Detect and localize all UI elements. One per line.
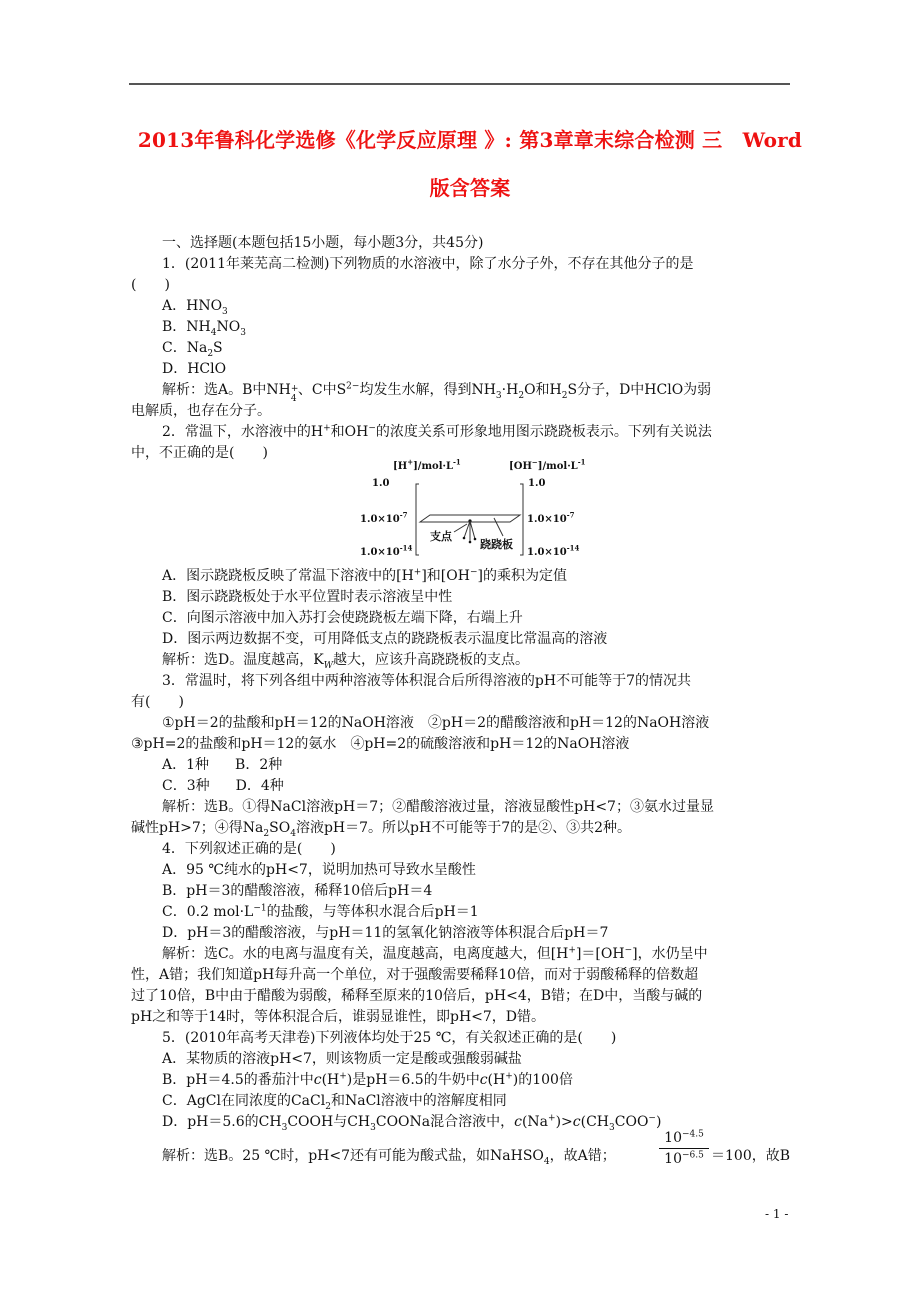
- pivot-foot-3: [474, 538, 477, 541]
- q2-a-2: ]和[OH: [421, 568, 470, 584]
- q1-c-text2: S: [213, 340, 223, 356]
- section-heading: 一、选择题(本题包括15小题，每小题3分，共45分): [162, 235, 484, 251]
- fraction-denominator: [659, 1149, 709, 1167]
- q3-option-d: D．4种: [235, 778, 284, 794]
- q2-option-c: C．向图示溶液中加入苏打会使跷跷板左端下降，右端上升: [162, 610, 523, 626]
- q5-d-1: D．pH＝5.6的CH: [162, 1114, 282, 1130]
- q4-option-d: D．pH＝3的醋酸溶液，与pH＝11的氢氧化钠溶液等体积混合后pH＝7: [162, 925, 609, 941]
- board-pointer: [494, 518, 503, 536]
- right-bottom-sup: -14: [566, 543, 580, 553]
- q5-d-sub1: 3: [281, 1122, 288, 1133]
- q5-option-c: [162, 1091, 822, 1111]
- left-tick-top: 1.0: [372, 478, 390, 489]
- q2-option-b: B．图示跷跷板处于水平位置时表示溶液呈中性: [162, 589, 453, 605]
- q4-ans-sup2: −: [624, 945, 633, 956]
- left-bracket: [416, 484, 419, 555]
- q1-c-text1: C．Na: [162, 340, 208, 356]
- nh4-charge: [290, 383, 299, 404]
- q5-b-3: )是pH＝6.5的牛奶中: [346, 1072, 480, 1088]
- q1-option-b: [162, 317, 822, 337]
- q2-ans-1: 解析：选D。温度越高，K: [162, 652, 324, 668]
- q5-c-2: 和NaCl溶液中的溶解度相同: [330, 1093, 507, 1109]
- q1-b-text1: B．NH: [162, 319, 211, 335]
- q5-d-c2: c: [572, 1114, 581, 1130]
- pivot-leg-3: [470, 521, 475, 539]
- q5-d-c1: c: [514, 1114, 522, 1130]
- nh4-sup: +: [290, 384, 299, 394]
- left-axis-unit: ]/mol·L: [413, 461, 454, 472]
- q2-a-sup2: −: [469, 567, 478, 578]
- nh3-sub: 3: [495, 390, 502, 401]
- q2-stem: [162, 422, 822, 442]
- den-base: 10: [664, 1151, 682, 1167]
- fraction: [659, 1130, 709, 1167]
- q2-ans-2: 越大，应该升高跷跷板的支点。: [332, 652, 529, 668]
- q2-a-3: ]的乘积为定值: [477, 568, 567, 584]
- document-title-line-1: 2013年鲁科化学选修《化学反应原理 》: 第3章章末综合检测 三 Word: [137, 128, 803, 152]
- pivot-foot-2: [469, 541, 472, 544]
- q5-d-6: (CH: [580, 1114, 610, 1130]
- q5-d-3: COONa混合溶液中，: [375, 1114, 515, 1130]
- right-mid-text: 1.0×10: [527, 514, 567, 525]
- q2-stem-2: 和OH: [330, 424, 369, 440]
- q5-b-4: (H: [487, 1072, 506, 1088]
- q4-ans-3: ]，水仍呈中: [632, 946, 708, 962]
- q5-d-sub3: 3: [609, 1122, 615, 1133]
- right-axis-text: [OH: [509, 461, 532, 472]
- q1-b-sub2: 3: [240, 327, 246, 338]
- q3-option-c: C．3种: [162, 778, 210, 794]
- q3-stem: 3．常温时，将下列各组中两种溶液等体积混合后所得溶液的pH不可能等于7的情况共: [162, 673, 691, 689]
- left-axis-text: [H: [393, 461, 408, 472]
- q5-d-sup2: −: [648, 1113, 656, 1124]
- q5-b-c1: c: [313, 1072, 322, 1088]
- q4-ans-2: ]＝[OH: [575, 946, 625, 962]
- q1-ans-5: O和H: [524, 382, 562, 398]
- q4-c-2: 的盐酸，与等体积水混合后pH＝1: [266, 904, 479, 920]
- q5-d-4: (Na: [521, 1114, 549, 1130]
- q3-ans2-3: 溶液pH＝7。所以pH不可能等于7的是②、③共2种。: [295, 820, 632, 836]
- q1-b-text2: NO: [216, 319, 241, 335]
- q5-b-1: B．pH＝4.5的番茄汁中: [162, 1072, 314, 1088]
- q5-b-5: )的100倍: [512, 1072, 573, 1088]
- num-exp: −4.5: [681, 1129, 704, 1140]
- q4-option-b: B．pH＝3的醋酸溶液，稀释10倍后pH＝4: [162, 883, 433, 899]
- q5-answer-tail: ＝100，故B: [711, 1148, 791, 1164]
- q5-c-sub: 2: [325, 1101, 331, 1112]
- q4-answer-line3: 过了10倍，B中由于醋酸为弱酸，稀释至原来的10倍后，pH<4，B错；在D中，当酸与碱的: [131, 988, 703, 1004]
- nh4-sub: 4: [290, 394, 297, 404]
- q1-ans-2: 、C中S: [297, 382, 347, 398]
- q2-oh-sup: −: [368, 423, 376, 434]
- h2o-sub: 2: [518, 390, 525, 401]
- q1-ans-1: 解析：选A。B中NH: [162, 382, 291, 398]
- q5-stem: 5．(2010年高考天津卷)下列液体均处于25 ℃，有关叙述正确的是( ): [162, 1030, 617, 1046]
- right-bottom-text: 1.0×10: [527, 547, 567, 558]
- right-bracket: [520, 484, 523, 555]
- num-base: 10: [664, 1130, 682, 1146]
- q4-stem: 4．下列叙述正确的是( ): [162, 841, 336, 857]
- right-mid-sup: -7: [566, 510, 575, 520]
- q3-option-b: B．2种: [235, 757, 283, 773]
- q1-ans-4: ·H: [501, 382, 519, 398]
- q2-h-sup: +: [323, 423, 331, 434]
- header-rule: [129, 83, 790, 85]
- s-charge: 2−: [346, 381, 360, 392]
- q5-option-a: A．某物质的溶液pH<7，则该物质一定是酸或强酸弱碱盐: [162, 1051, 522, 1067]
- q1-stem: 1．(2011年莱芜高二检测)下列物质的水溶液中，除了水分子外，不存在其他分子的是: [162, 256, 694, 272]
- pivot-foot-1: [463, 537, 466, 540]
- seesaw-diagram: [360, 458, 600, 563]
- q3-answer: 解析：选B。①得NaCl溶液pH＝7；②醋酸溶液过量，溶液显酸性pH<7；③氨水过量显: [162, 799, 714, 815]
- na2so4-sub2: 4: [290, 828, 296, 839]
- na2so4-sub1: 2: [263, 828, 270, 839]
- q4-c-sup: −1: [253, 903, 267, 914]
- q5-b-2: (H: [321, 1072, 340, 1088]
- q3-option-a: A．1种: [162, 757, 210, 773]
- q1-option-c: [162, 338, 822, 358]
- q1-c-sub: 2: [207, 348, 214, 359]
- q1-stem-paren: ( ): [131, 277, 170, 293]
- q2-option-a: [162, 566, 822, 586]
- q4-c-1: C．0.2 mol·L: [162, 904, 254, 920]
- q5-d-8: ): [655, 1114, 662, 1130]
- q1-ans-3: 均发生水解，得到NH: [359, 382, 496, 398]
- q5-d-sub2: 3: [370, 1122, 376, 1133]
- q4-answer-line4: pH之和等于14时，等体积混合后，谁弱显谁性，即pH<7，D错。: [131, 1009, 546, 1025]
- q5-ans-2: ，故A错；: [549, 1148, 616, 1164]
- q4-answer: [162, 944, 822, 964]
- q2-stem-3: 的浓度关系可形象地用图示跷跷板表示。下列有关说法: [375, 424, 712, 440]
- left-bottom-sup: -14: [399, 543, 413, 553]
- nahso4-sub: 4: [543, 1156, 550, 1167]
- q2-a-1: A．图示跷跷板反映了常温下溶液中的[H: [162, 568, 414, 584]
- board-label: 跷跷板: [480, 538, 513, 551]
- fraction-numerator: [659, 1130, 709, 1149]
- q4-ans-sup1: +: [568, 945, 576, 956]
- q5-option-b: [162, 1070, 822, 1090]
- left-mid-text: 1.0×10: [360, 514, 400, 525]
- q1-option-d: D．HClO: [162, 361, 227, 377]
- document-title-line-2: 版含答案: [429, 176, 511, 200]
- pivot-leg-1: [464, 521, 470, 538]
- q5-b-c2: c: [479, 1072, 488, 1088]
- q1-answer-line2: 电解质，也存在分子。: [131, 403, 271, 419]
- q1-answer: [162, 380, 822, 404]
- left-mid-sup: -7: [399, 510, 408, 520]
- right-axis-unit-sup: -1: [577, 457, 586, 467]
- left-axis-sup: +: [407, 457, 414, 467]
- q2-a-sup1: +: [413, 567, 422, 578]
- q1-option-a: [162, 296, 822, 316]
- q5-c-1: C．AgCl在同浓度的CaCl: [162, 1093, 326, 1109]
- left-axis-unit-sup: -1: [453, 457, 461, 467]
- seesaw-drawing: [360, 458, 600, 563]
- q3-answer-line2: [131, 818, 791, 838]
- q3-ans2-1: 碱性pH>7；④得Na: [131, 820, 264, 836]
- right-axis-unit: ]/mol·L: [537, 461, 578, 472]
- h2s-sub: 2: [561, 390, 568, 401]
- page-number: - 1 -: [765, 1207, 789, 1221]
- q2-stem-1: 2．常温下，水溶液中的H: [162, 424, 324, 440]
- q4-answer-line2: 性，A错；我们知道pH每升高一个单位，对于强酸需要稀释10倍，而对于弱酸稀释的倍数超: [131, 967, 699, 983]
- q3-ans2-2: SO: [269, 820, 291, 836]
- right-axis-sup: −: [531, 457, 538, 467]
- pivot-pointer: [454, 524, 467, 532]
- q4-ans-1: 解析：选C。水的电离与温度有关，温度越高，电离度越大，但[H: [162, 946, 569, 962]
- q4-option-a: A．95 ℃纯水的pH<7，说明加热可导致水呈酸性: [162, 862, 476, 878]
- q1-a-text: A．HNO: [162, 298, 223, 314]
- q5-b-sup2: +: [505, 1071, 513, 1082]
- q3-stem-line2: 有( ): [131, 694, 184, 710]
- q3-choices-cd: [162, 776, 822, 796]
- pivot-label: 支点: [430, 530, 452, 543]
- q3-options-line2: ③pH=2的盐酸和pH＝12的氨水 ④pH=2的硫酸溶液和pH＝12的NaOH溶液: [131, 736, 630, 752]
- q2-option-d: D．图示两边数据不变，可用降低支点的跷跷板表示温度比常温高的溶液: [162, 631, 608, 647]
- left-bottom-text: 1.0×10: [360, 547, 400, 558]
- q5-d-sup1: +: [548, 1113, 556, 1124]
- q3-options-line1: ①pH＝2的盐酸和pH＝12的NaOH溶液 ②pH＝2的醋酸溶液和pH＝12的NaOH溶液: [162, 715, 710, 731]
- q1-b-sub1: 4: [210, 327, 217, 338]
- right-tick-top: 1.0: [528, 478, 546, 489]
- q2-stem-line2: 中，不正确的是( ): [131, 445, 268, 461]
- q5-d-2: COOH与CH: [287, 1114, 371, 1130]
- q1-a-sub: 3: [222, 306, 228, 317]
- q3-choices-ab: [162, 755, 822, 775]
- den-exp: −6.5: [681, 1150, 704, 1161]
- q1-ans-6: S分子，D中HClO为弱: [567, 382, 712, 398]
- q4-option-c: [162, 902, 822, 922]
- q5-option-d: [162, 1112, 822, 1132]
- q2-answer: [162, 650, 822, 670]
- q5-d-7: COO: [614, 1114, 649, 1130]
- q5-d-5: )>: [555, 1114, 573, 1130]
- q5-ans-1: 解析：选B。25 ℃时，pH<7还有可能为酸式盐，如NaHSO: [162, 1148, 544, 1164]
- q5-b-sup1: +: [339, 1071, 347, 1082]
- kw-sub: W: [323, 660, 333, 671]
